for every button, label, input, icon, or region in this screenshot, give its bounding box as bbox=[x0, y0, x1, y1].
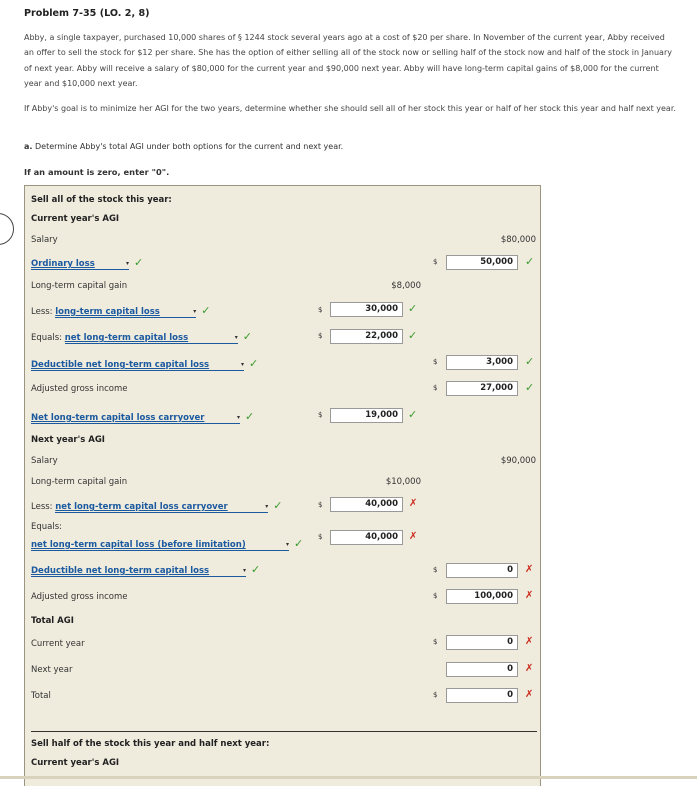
deductible-input[interactable]: 3,000 bbox=[446, 355, 518, 370]
total-current-label: Current year bbox=[31, 639, 85, 649]
ordinary-loss-row bbox=[31, 256, 143, 270]
next-salary-label: Salary bbox=[31, 456, 58, 466]
section-divider bbox=[31, 731, 537, 732]
equals-prefix: Equals: bbox=[31, 333, 63, 343]
carryover-input[interactable]: 19,000 bbox=[330, 408, 403, 423]
currency-sign: $ bbox=[318, 501, 323, 509]
salary-label: Salary bbox=[31, 235, 58, 245]
current-year-heading: Current year's AGI bbox=[31, 214, 120, 224]
next-less-select[interactable] bbox=[55, 502, 268, 513]
next-equals-select-text: net long-term capital loss (before limitation) bbox=[31, 540, 246, 550]
currency-sign: $ bbox=[318, 533, 323, 541]
check-icon: ✓ bbox=[408, 408, 418, 421]
x-icon: ✗ bbox=[525, 663, 534, 674]
salary-value: $80,000 bbox=[500, 235, 536, 245]
x-icon: ✗ bbox=[525, 636, 534, 647]
currency-sign: $ bbox=[318, 332, 323, 340]
equals-input[interactable]: 22,000 bbox=[330, 329, 403, 344]
next-equals-input[interactable]: 40,000 bbox=[330, 530, 403, 545]
next-deductible-row bbox=[31, 563, 260, 577]
equals-select-text: net long-term capital loss bbox=[64, 333, 189, 343]
less-input[interactable]: 30,000 bbox=[330, 302, 403, 317]
check-icon: ✓ bbox=[251, 563, 261, 576]
x-icon: ✗ bbox=[525, 564, 534, 575]
next-equals-label: Equals: bbox=[31, 522, 63, 532]
next-equals-row bbox=[31, 537, 303, 551]
problem-paragraph-1: Abby, a single taxpayer, purchased 10,000 shares of § 1244 stock several years ago at a cost of $20 per share. In November of the current year, Abby received an offer to sell the stock for $12 per share. She has the option of either selling all of the stock now or selling half of the stock now and half of the stock in January of next year. Abby will receive a salary of $80,000 for the current year and $90,000 next year. Abby will have long-term capital gains of $8,000 for the current year and $10,000 next year. bbox=[24, 33, 672, 89]
chevron-down-icon: ▾ bbox=[236, 414, 240, 421]
chevron-down-icon: ▾ bbox=[240, 361, 244, 368]
next-year-heading: Next year's AGI bbox=[31, 435, 105, 445]
currency-sign: $ bbox=[433, 691, 438, 699]
currency-sign: $ bbox=[433, 566, 438, 574]
section-sell-half-title: Sell half of the stock this year and half next year: bbox=[31, 739, 270, 749]
side-circle-marker bbox=[0, 213, 14, 245]
x-icon: ✗ bbox=[409, 531, 418, 542]
next-less-select-text: net long-term capital loss carryover bbox=[55, 502, 228, 512]
currency-sign: $ bbox=[433, 358, 438, 366]
less-row bbox=[31, 304, 210, 318]
chevron-down-icon: ▾ bbox=[285, 541, 289, 548]
half-current-year-heading: Current year's AGI bbox=[31, 758, 120, 768]
less-select-text: long-term capital loss bbox=[55, 307, 160, 317]
next-less-input[interactable]: 40,000 bbox=[330, 497, 403, 512]
check-icon: ✓ bbox=[242, 330, 252, 343]
currency-sign: $ bbox=[318, 306, 323, 314]
next-ltcg-value: $10,000 bbox=[385, 477, 421, 487]
chevron-down-icon: ▾ bbox=[234, 334, 238, 341]
check-icon: ✓ bbox=[134, 256, 144, 269]
next-less-row bbox=[31, 499, 282, 513]
next-equals-select[interactable] bbox=[31, 540, 289, 551]
x-icon: ✗ bbox=[409, 498, 418, 509]
x-icon: ✗ bbox=[525, 590, 534, 601]
deductible-select[interactable] bbox=[31, 360, 244, 371]
carryover-select[interactable] bbox=[31, 413, 240, 424]
currency-sign: $ bbox=[433, 258, 438, 266]
ordinary-loss-select-text: Ordinary loss bbox=[31, 259, 95, 269]
currency-sign: $ bbox=[433, 592, 438, 600]
total-next-label: Next year bbox=[31, 665, 73, 675]
next-agi-label: Adjusted gross income bbox=[31, 592, 128, 602]
currency-sign: $ bbox=[318, 411, 323, 419]
chevron-down-icon: ▾ bbox=[193, 308, 197, 315]
check-icon: ✓ bbox=[525, 381, 535, 394]
less-prefix: Less: bbox=[31, 307, 53, 317]
chevron-down-icon: ▾ bbox=[125, 260, 129, 267]
next-deductible-select[interactable] bbox=[31, 566, 246, 577]
section-sell-all-title: Sell all of the stock this year: bbox=[31, 195, 172, 205]
carryover-row bbox=[31, 410, 254, 424]
chevron-down-icon: ▾ bbox=[242, 567, 246, 574]
check-icon: ✓ bbox=[525, 255, 535, 268]
next-less-prefix: Less: bbox=[31, 502, 53, 512]
ordinary-loss-select[interactable] bbox=[31, 259, 129, 270]
check-icon: ✓ bbox=[201, 304, 211, 317]
check-icon: ✓ bbox=[249, 357, 259, 370]
deductible-row bbox=[31, 357, 258, 371]
problem-title: Problem 7-35 (LO. 2, 8) bbox=[24, 8, 150, 19]
carryover-select-text: Net long-term capital loss carryover bbox=[31, 413, 205, 423]
equals-row bbox=[31, 330, 252, 344]
total-current-input[interactable]: 0 bbox=[446, 635, 518, 650]
next-deductible-select-text: Deductible net long-term capital loss bbox=[31, 566, 210, 576]
agi-label: Adjusted gross income bbox=[31, 384, 128, 394]
agi-input[interactable]: 27,000 bbox=[446, 381, 518, 396]
check-icon: ✓ bbox=[408, 302, 418, 315]
question-a bbox=[24, 142, 343, 151]
next-ltcg-label: Long-term capital gain bbox=[31, 477, 128, 487]
equals-select[interactable] bbox=[65, 333, 238, 344]
ltcg-label: Long-term capital gain bbox=[31, 281, 128, 291]
ordinary-loss-input[interactable]: 50,000 bbox=[446, 255, 518, 270]
next-salary-value: $90,000 bbox=[500, 456, 536, 466]
next-agi-input[interactable]: 100,000 bbox=[446, 589, 518, 604]
total-input[interactable]: 0 bbox=[446, 688, 518, 703]
question-a-text: Determine Abby's total AGI under both options for the current and next year. bbox=[34, 142, 344, 151]
check-icon: ✓ bbox=[525, 355, 535, 368]
total-label: Total bbox=[31, 691, 51, 701]
next-deductible-input[interactable]: 0 bbox=[446, 563, 518, 578]
check-icon: ✓ bbox=[245, 410, 255, 423]
check-icon: ✓ bbox=[273, 499, 283, 512]
total-agi-heading: Total AGI bbox=[31, 616, 74, 626]
less-select[interactable] bbox=[55, 307, 196, 318]
currency-sign: $ bbox=[433, 384, 438, 392]
check-icon: ✓ bbox=[294, 537, 304, 550]
ltcg-value: $8,000 bbox=[391, 281, 421, 291]
total-next-input[interactable]: 0 bbox=[446, 662, 518, 677]
check-icon: ✓ bbox=[408, 329, 418, 342]
zero-note: If an amount is zero, enter "0". bbox=[24, 167, 170, 177]
deductible-select-text: Deductible net long-term capital loss bbox=[31, 360, 210, 370]
x-icon: ✗ bbox=[525, 689, 534, 700]
currency-sign: $ bbox=[433, 638, 438, 646]
question-a-prefix: a. bbox=[24, 142, 33, 151]
problem-paragraph-2: If Abby's goal is to minimize her AGI for the two years, determine whether she should sell all of her stock this year or half of her stock this year and half next year. bbox=[24, 104, 676, 113]
chevron-down-icon: ▾ bbox=[265, 503, 269, 510]
